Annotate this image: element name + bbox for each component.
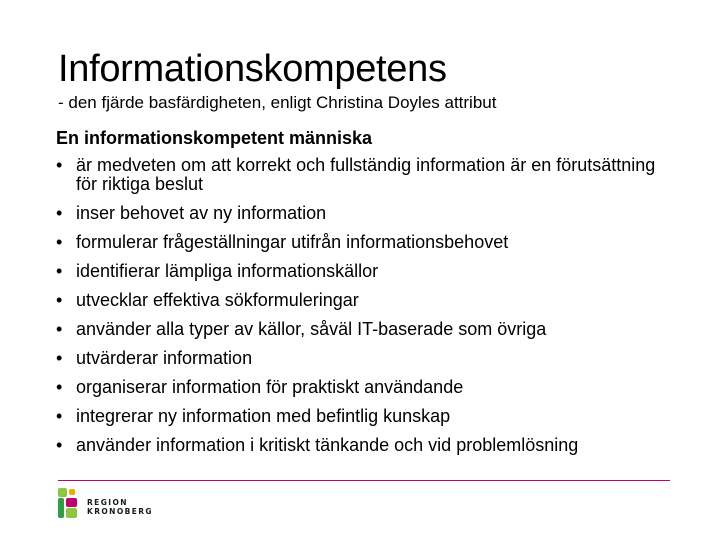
region-logo-mark-icon (56, 486, 80, 520)
logo-text-line1: REGION (87, 498, 128, 507)
slide-title: Informationskompetens (58, 48, 447, 90)
bullet-item: • använder information i kritiskt tänkande och vid problemlösning (56, 436, 656, 455)
content-heading: En informationskompetent människa (56, 128, 373, 148)
slide-content (56, 127, 656, 465)
bullet-item: • utvecklar effektiva sökformuleringar (56, 291, 656, 310)
bullet-item: • integrerar ny information med befintlig kunskap (56, 407, 656, 426)
bullet-list (56, 156, 656, 455)
slide-subtitle: - den fjärde basfärdigheten, enligt Christina Doyles attribut (58, 93, 497, 112)
logo-text (87, 498, 153, 516)
bullet-item: • är medveten om att korrekt och fullständig information är en förutsättning för riktiga beslut (56, 156, 656, 194)
region-kronoberg-logo (56, 486, 176, 520)
bullet-item: • inser behovet av ny information (56, 204, 656, 223)
bullet-item: • identifierar lämpliga informationskällor (56, 262, 656, 281)
bullet-item: • formulerar frågeställningar utifrån informationsbehovet (56, 233, 656, 252)
footer-divider (58, 480, 670, 481)
logo-text-line2: KRONOBERG (87, 507, 153, 516)
bullet-item: • utvärderar information (56, 349, 656, 368)
bullet-item: • organiserar information för praktiskt användande (56, 378, 656, 397)
bullet-item: • använder alla typer av källor, såväl IT-baserade som övriga (56, 320, 656, 339)
